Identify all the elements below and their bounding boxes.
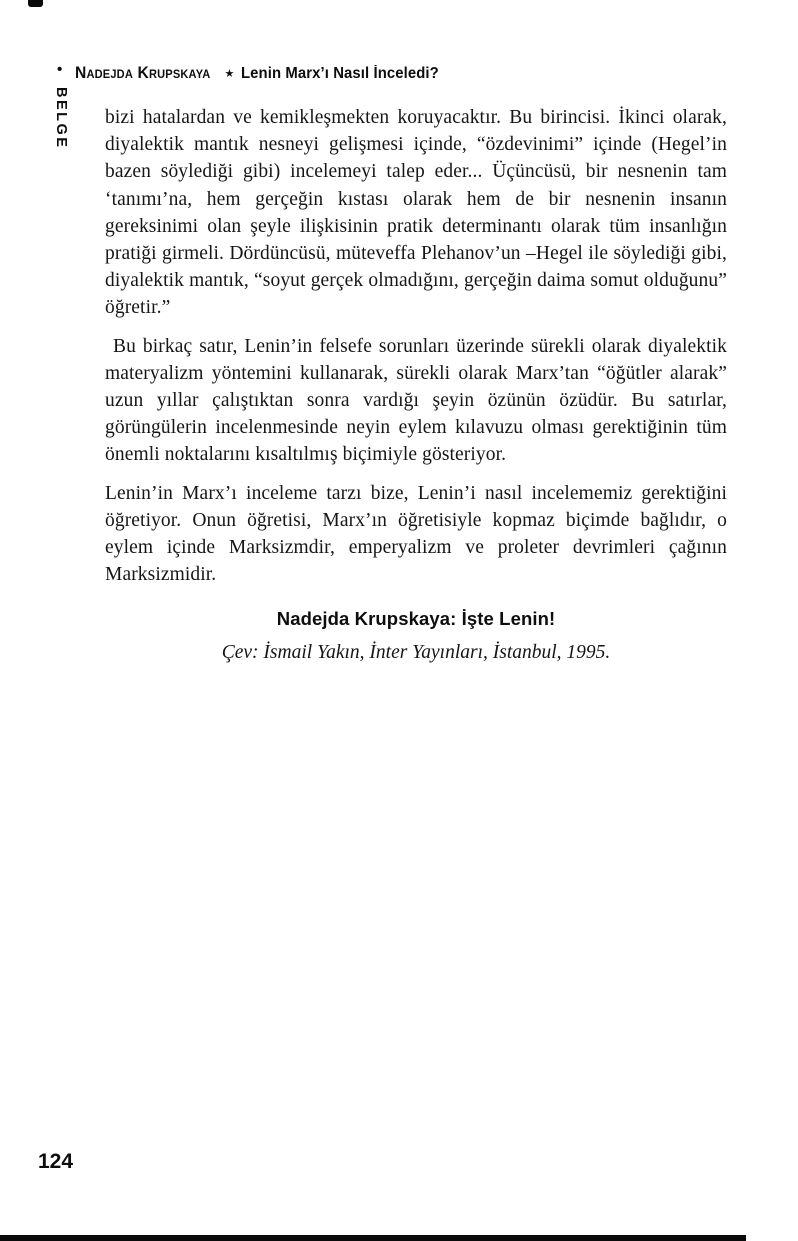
scan-artifact-bottom	[0, 1235, 746, 1241]
running-header	[57, 63, 447, 83]
star-icon: ★	[224, 68, 235, 80]
header-chapter-title: Lenin Marx’ı Nasıl İnceledi?	[241, 65, 440, 82]
bullet-icon: •	[57, 61, 63, 78]
body-text-column	[105, 104, 727, 664]
page-number: 124	[38, 1150, 74, 1173]
scan-artifact-top	[28, 0, 43, 7]
paragraph-1: bizi hatalardan ve kemikleşmekten koruyacaktır. Bu birincisi. İkinci olarak, diyalektik mantık nesneyi gelişmesi içinde, “özdevinimi” içinde (Hegel’in bazen söylediği gibi) incelemeyi talep eder... Üçüncüsü, bir nesnenin tam ‘tanımı’na, hem gerçeğin kıstası olarak hem de bir nesnenin insanın gereksinimi olan şeyle ilişkisinin pratik determinantı olarak tüm insanlığın pratiği girmeli. Dördüncüsü, müteveffa Plehanov’un –Hegel ile söylediği gibi, diyalektik mantık, “soyut gerçek olmadığını, gerçeğin daima somut olduğunu” öğretir.”	[105, 107, 727, 319]
paragraph-2: Bu birkaç satır, Lenin’in felsefe sorunları üzerinde sürekli olarak diyalektik materyalizm yöntemini kullanarak, sürekli olarak Marx’tan “öğütler alarak” uzun yıllar çalıştıktan sonra vardığı şeyin özünün özüdür. Bu satırlar, görüngülerin incelenmesinde neyin eylem kılavuzu olması gerektiğinin tüm önemli noktalarını kısaltılmış biçimiyle gösteriyor.	[105, 335, 727, 466]
paragraph-3: Lenin’in Marx’ı inceleme tarzı bize, Lenin’i nasıl incelememiz gerektiğini öğretiyor. Onun öğretisi, Marx’ın öğretisiyle kopmaz biçimde bağlıdır, o eylem içinde Marksizmdir, emperyalizm ve proleter devrimleri çağının Marksizmidir.	[105, 482, 727, 586]
source-citation: Çev: İsmail Yakın, İnter Yayınları, İstanbul, 1995.	[221, 642, 611, 664]
source-title: Nadejda Krupskaya: İşte Lenin!	[276, 608, 556, 630]
header-author: Nadejda Krupskaya	[75, 63, 211, 82]
side-label-belge: BELGE	[53, 87, 69, 150]
